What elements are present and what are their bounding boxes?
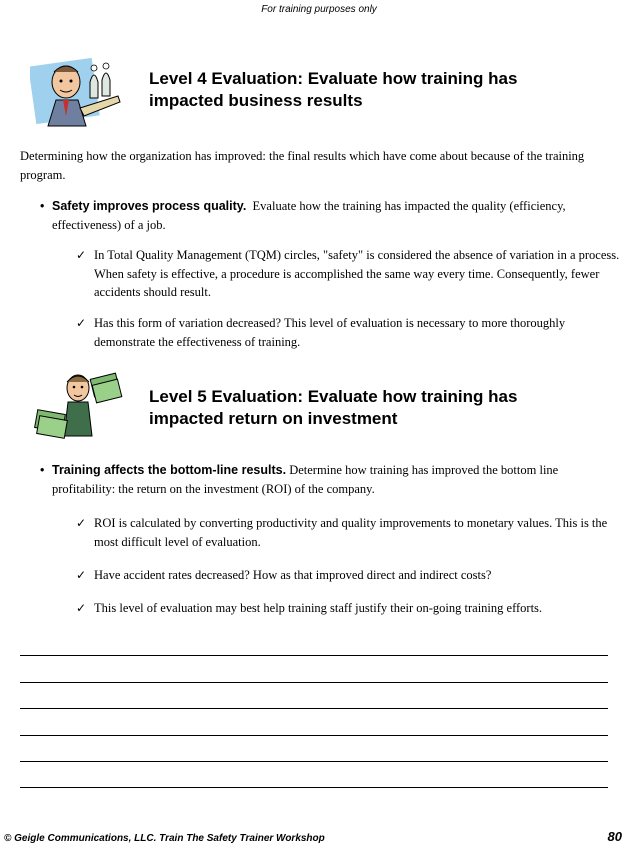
level4-bullet	[40, 197, 620, 234]
level5-check-text: This level of evaluation may best help training staff justify their on-going training efforts.	[94, 601, 543, 615]
notes-line	[20, 735, 608, 736]
level4-check-text: Has this form of variation decreased? This level of evaluation is necessary to more thoroughly demonstrate the effectiveness of training.	[94, 316, 566, 349]
level5-check-text: Have accident rates decreased? How as that improved direct and indirect costs?	[94, 568, 492, 582]
level5-check-item	[76, 599, 621, 618]
page-number: 80	[607, 829, 622, 844]
level4-intro: Determining how the organization has improved: the final results which have come about because of the training program.	[20, 149, 585, 182]
notes-line	[20, 682, 608, 683]
checkmark-icon: ✓	[76, 601, 87, 615]
level4-check-item	[76, 314, 621, 351]
level5-check-item	[76, 566, 621, 585]
level5-bullet	[40, 461, 620, 498]
level4-heading-line1: Level 4 Evaluation: Evaluate how training has	[149, 69, 518, 88]
level5-heading-line2: impacted return on investment	[149, 409, 398, 428]
level5-check-text: ROI is calculated by converting productivity and quality improvements to monetary values. This is the most difficult level of evaluation.	[94, 516, 608, 549]
checkmark-icon: ✓	[76, 316, 87, 330]
level5-check-item	[76, 514, 621, 551]
money-man-clipart-icon	[34, 370, 124, 440]
level4-bullet-lead: Safety improves process quality.	[52, 199, 247, 213]
notes-line	[20, 787, 608, 788]
level5-bullet-text: Determine how training has improved the bottom line profitability: the return on the investment (ROI) of the company.	[52, 463, 559, 496]
notes-line	[20, 708, 608, 709]
level4-bullet-text: Evaluate how the training has impacted the quality (efficiency, effectiveness) of a job.	[52, 199, 566, 232]
bullet-icon: •	[40, 463, 45, 477]
level5-heading-line1: Level 5 Evaluation: Evaluate how training has	[149, 387, 518, 406]
checkmark-icon: ✓	[76, 248, 87, 262]
checkmark-icon: ✓	[76, 516, 87, 530]
level5-bullet-lead: Training affects the bottom-line results.	[52, 463, 287, 477]
level4-check-item	[76, 246, 621, 302]
header-note: For training purposes only	[261, 4, 377, 15]
checkmark-icon: ✓	[76, 568, 87, 582]
footer-copyright: © Geigle Communications, LLC. Train The Safety Trainer Workshop	[4, 833, 325, 844]
notes-line	[20, 655, 608, 656]
bullet-icon: •	[40, 199, 45, 213]
level5-heading	[149, 386, 517, 430]
level4-heading-line2: impacted business results	[149, 91, 363, 110]
notes-line	[20, 761, 608, 762]
businessman-clipart-icon	[30, 56, 130, 128]
level4-check-text: In Total Quality Management (TQM) circles, "safety" is considered the absence of variation in a process. When safety is effective, a procedure is accomplished the same way every time. Consequently, fewer accidents should result.	[94, 248, 620, 299]
level4-heading	[149, 68, 517, 112]
